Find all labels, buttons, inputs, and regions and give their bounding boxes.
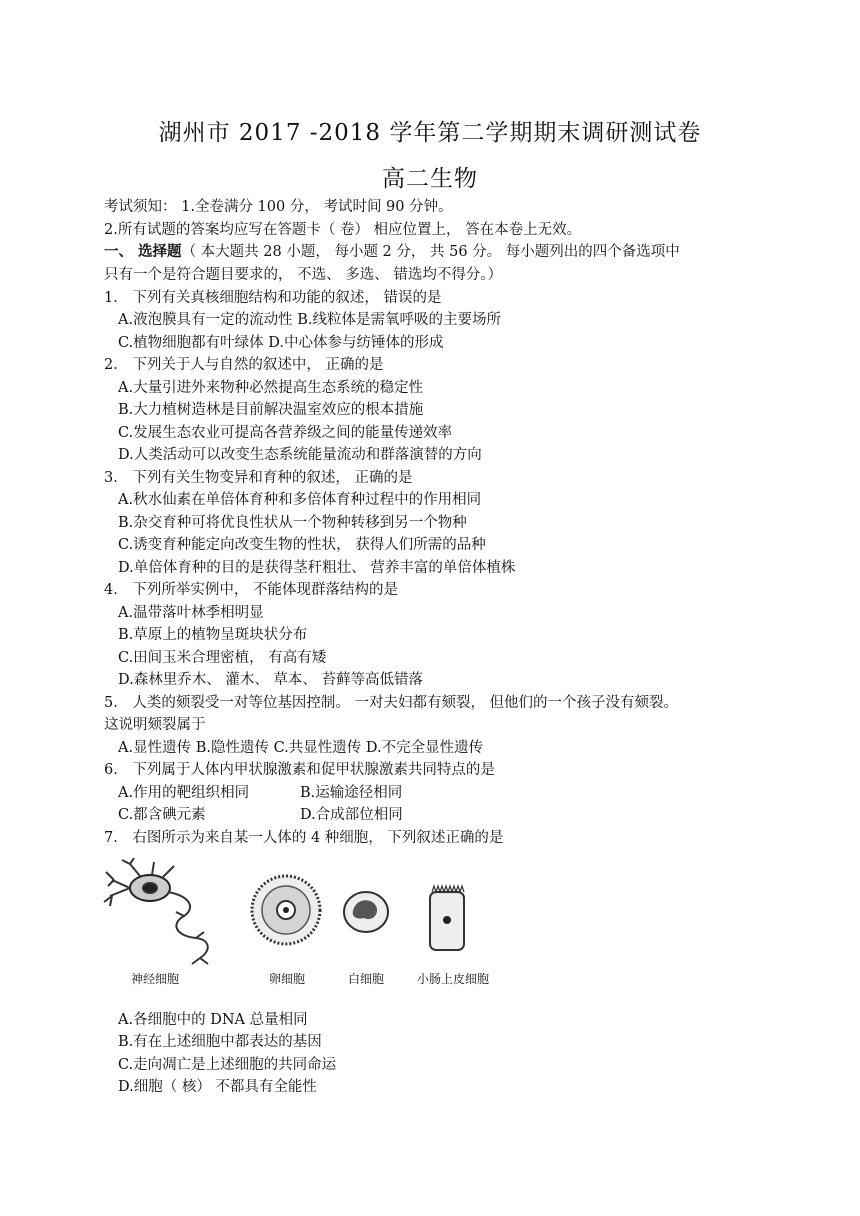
egg-cell-drawing (252, 876, 320, 944)
cell-figure (100, 858, 520, 968)
exam-subtitle: 高二生物 (382, 166, 478, 192)
q3-option-a: A.秋水仙素在单倍体育种和多倍体育种过程中的作用相同 (118, 492, 482, 508)
cell-label-epithelial: 小肠上皮细胞 (416, 972, 489, 986)
q2-option-b: B.大力植树造林是目前解决温室效应的根本措施 (118, 402, 424, 418)
q1-options-ab: A.液泡膜具有一定的流动性 B.线粒体是需氧呼吸的主要场所 (118, 312, 501, 328)
q5-stem: 5． 人类的颏裂受一对等位基因控制。 一对夫妇都有颏裂， 但他们的一个孩子没有颏裂。 (104, 695, 679, 711)
section-description-2: 只有一个是符合题目要求的， 不选、 多选、 错选均不得分。） (104, 267, 503, 283)
cell-label-egg: 卵细胞 (268, 972, 305, 986)
neuron-cell-drawing (104, 858, 208, 964)
q4-option-d: D.森林里乔木、 灌木、 草本、 苔藓等高低错落 (118, 672, 424, 688)
q6-option-d: D.合成部位相同 (300, 807, 403, 823)
q3-option-c: C.诱变育种能定向改变生物的性状， 获得人们所需的品种 (118, 537, 486, 553)
q6-option-c: C.都含碘元素 (118, 807, 206, 823)
notice-line-2: 2.所有试题的答案均应写在答题卡（ 卷） 相应位置上， 答在本卷上无效。 (104, 222, 582, 238)
epithelial-cell-drawing (430, 886, 464, 950)
exam-title: 湖州市 2017 -2018 学年第二学期期末调研测试卷 (158, 120, 702, 146)
q4-stem: 4． 下列所举实例中， 不能体现群落结构的是 (104, 582, 398, 598)
section-heading: 一、 选择题 (104, 243, 182, 260)
q7-option-a: A.各细胞中的 DNA 总量相同 (118, 1012, 308, 1028)
q5-options: A.显性遗传 B.隐性遗传 C.共显性遗传 D.不完全显性遗传 (118, 740, 484, 756)
white-blood-cell-drawing (344, 892, 388, 932)
q4-option-b: B.草原上的植物呈斑块状分布 (118, 627, 308, 643)
q3-option-d: D.单倍体育种的目的是获得茎秆粗壮、 营养丰富的单倍体植株 (118, 560, 516, 576)
q1-stem: 1． 下列有关真核细胞结构和功能的叙述， 错误的是 (104, 290, 442, 306)
q7-option-c: C.走向凋亡是上述细胞的共同命运 (118, 1057, 337, 1073)
q7-option-d: D.细胞（ 核） 不都具有全能性 (118, 1079, 317, 1095)
cell-label-neuron: 神经细胞 (130, 972, 179, 986)
q6-option-a: A.作用的靶组织相同 (118, 785, 250, 801)
q7-stem: 7． 右图所示为来自某一人体的 4 种细胞， 下列叙述正确的是 (104, 830, 504, 846)
q2-stem: 2． 下列关于人与自然的叙述中， 正确的是 (104, 357, 384, 373)
q4-option-a: A.温带落叶林季相明显 (118, 605, 264, 621)
cell-label-white-blood: 白细胞 (347, 972, 384, 986)
q6-option-b: B.运输途径相同 (300, 785, 403, 801)
q3-stem: 3． 下列有关生物变异和育种的叙述， 正确的是 (104, 470, 413, 486)
section-description: （ 本大题共 28 小题， 每小题 2 分， 共 56 分。 每小题列出的四个备选项中 (181, 244, 680, 260)
q3-option-b: B.杂交育种可将优良性状从一个物种转移到另一个物种 (118, 515, 467, 531)
q2-option-a: A.大量引进外来物种必然提高生态系统的稳定性 (118, 380, 424, 396)
q4-option-c: C.田间玉米合理密植， 有高有矮 (118, 650, 327, 666)
q2-option-c: C.发展生态农业可提高各营养级之间的能量传递效率 (118, 425, 453, 441)
q1-options-cd: C.植物细胞都有叶绿体 D.中心体参与纺锤体的形成 (118, 335, 444, 351)
q5-stem-2: 这说明颏裂属于 (104, 717, 206, 733)
q7-option-b: B.有在上述细胞中都表达的基因 (118, 1034, 322, 1050)
q6-stem: 6． 下列属于人体内甲状腺激素和促甲状腺激素共同特点的是 (104, 762, 495, 778)
section-heading-line (104, 242, 680, 262)
q2-option-d: D.人类活动可以改变生态系统能量流动和群落演替的方向 (118, 447, 482, 463)
notice-line-1: 考试须知： 1.全卷满分 100 分， 考试时间 90 分钟。 (104, 199, 453, 215)
